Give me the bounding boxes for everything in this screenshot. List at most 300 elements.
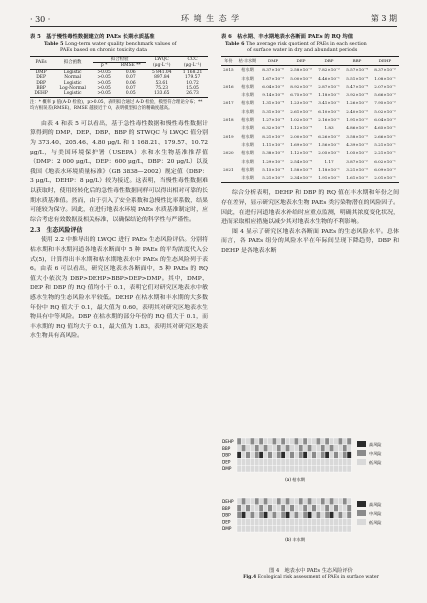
heatmap-cell xyxy=(237,438,241,445)
heatmap-cell xyxy=(316,512,320,519)
heatmap-cell xyxy=(255,525,259,532)
t6-cell: 6.09×10⁻² xyxy=(374,166,396,172)
heatmap-cell xyxy=(312,452,316,459)
heatmap-cell xyxy=(259,465,263,472)
t5-cell: >0.05 xyxy=(97,86,111,92)
heatmap-cell xyxy=(303,452,307,459)
heatmap-cell xyxy=(263,452,267,459)
legend-label: 高风险 xyxy=(369,502,382,507)
heatmap-row-label: DEHP xyxy=(222,499,234,504)
t5-cell: Logistic xyxy=(63,69,82,75)
body-paragraph: 综合分析表明，DEHP 和 DBP 的 RQ 值在丰水期和年份之间存在差异，显示研究区地表水生物 PAEs 类污染物潜在的风险因子。因此，在进行河道地表水补给时应重点监测，明确其浓度变化状况，进而采取相应措施以减少其对地表水生物的不利影响。 xyxy=(221,190,399,226)
heatmap-cell xyxy=(343,512,347,519)
t6-cell: 5.51×10⁻⁴ xyxy=(346,75,368,81)
heatmap-cell xyxy=(259,452,263,459)
t6-cell xyxy=(221,158,236,166)
heatmap-cell xyxy=(312,445,316,452)
heatmap-cell xyxy=(303,518,307,525)
heatmap-cell xyxy=(272,525,276,532)
t6-cell xyxy=(221,124,236,132)
t6-cell: 2020 xyxy=(223,150,234,156)
table-row xyxy=(221,141,399,149)
heatmap-cell xyxy=(316,498,320,505)
heatmap-row-label: DEP xyxy=(222,459,231,465)
heatmap-cell xyxy=(237,458,241,465)
heatmap-cell xyxy=(255,498,259,505)
heatmap-cell xyxy=(321,458,325,465)
heatmap-cell xyxy=(246,465,250,472)
heatmap-cell xyxy=(246,512,250,519)
heatmap-cell xyxy=(312,512,316,519)
t6-cell: 5.57×10⁻⁴ xyxy=(346,67,368,73)
heatmap-cell xyxy=(268,512,272,519)
heatmap-row-label: DBP xyxy=(222,452,231,458)
t6-cell: 3.92×10⁻⁴ xyxy=(346,92,368,98)
t6-cell: 3.21×10⁻³ xyxy=(346,166,368,172)
heatmap-cell xyxy=(325,445,329,452)
heatmap-cell xyxy=(303,498,307,505)
heatmap-cell xyxy=(316,465,320,472)
running-header xyxy=(30,10,397,24)
left-column xyxy=(30,34,208,342)
heatmap-cell xyxy=(321,525,325,532)
t6-cell: 枯水期 xyxy=(241,83,254,89)
t6-cell: 丰水期 xyxy=(241,175,254,181)
t5-cell: 53.61 xyxy=(155,80,169,86)
t6-cell: 2018 xyxy=(223,117,234,123)
t6-cell: 1.27×10⁻⁴ xyxy=(262,117,284,123)
body-paragraph: 图 4 显示了研究区地表水各断面 PAEs 的生态风险水平。总体而言，各 PAEs 组分的风险水平在年际间呈现下降趋势，DBP 和 DEHP 是各地表水断 xyxy=(221,228,399,255)
heatmap-cell xyxy=(316,445,320,452)
t6-cell: 5.38×10⁻⁵ xyxy=(262,150,284,156)
t5-cell: 5 841.04 xyxy=(151,69,172,75)
t6-cell: 丰水期 xyxy=(241,92,254,98)
t6-cell: 1.91×10⁻² xyxy=(346,117,368,123)
heatmap-cell xyxy=(329,458,333,465)
heatmap-cell xyxy=(250,498,254,505)
t5-head-lwqc-unit: (μg·L⁻¹) xyxy=(153,63,171,69)
heatmap-cell xyxy=(338,465,342,472)
heatmap-cell xyxy=(325,458,329,465)
heatmap-cell xyxy=(329,525,333,532)
heatmap-cell xyxy=(334,505,338,512)
table-row xyxy=(221,108,399,116)
t6-cell: 枯水期 xyxy=(241,100,254,106)
heatmap-row-label: DBP xyxy=(222,512,231,518)
table5-title-en-2: PAEs based on chronic toxicity data xyxy=(60,48,148,53)
table-row xyxy=(221,116,399,124)
t6-cell: 5.15×10⁻⁴ xyxy=(262,166,284,172)
table-row xyxy=(221,166,399,174)
table-row xyxy=(221,83,399,91)
heatmap-cell xyxy=(329,438,333,445)
heatmap-cell xyxy=(250,458,254,465)
heatmap-row-label: DEHP xyxy=(222,439,234,444)
heatmap-cell xyxy=(321,465,325,472)
heatmap-cell xyxy=(277,452,281,459)
t6-cell xyxy=(221,91,236,99)
heatmap-cell xyxy=(290,445,294,452)
t6-cell: 5.31×10⁻⁵ xyxy=(262,108,284,114)
t6-head-dep: DEP xyxy=(296,58,306,63)
heatmap-row-label: DMP xyxy=(222,526,232,532)
t5-cell: 0.05 xyxy=(125,91,136,97)
t6-cell: 2.05×10⁻¹ xyxy=(318,150,340,156)
t5-cell: DEP xyxy=(36,75,46,81)
heatmap-cell xyxy=(285,512,289,519)
table5 xyxy=(30,56,208,98)
heatmap-cell xyxy=(263,458,267,465)
t6-cell: 8.21×10⁻⁵ xyxy=(262,133,284,139)
heatmap-cell xyxy=(307,518,311,525)
t6-cell: 8.37×10⁻² xyxy=(374,67,396,73)
t6-head-year: 年份 xyxy=(224,58,233,63)
heatmap-cell xyxy=(347,525,351,532)
t6-cell: 3.87×10⁻² xyxy=(346,158,368,164)
heatmap-cell xyxy=(272,518,276,525)
heatmap-row-label: BBP xyxy=(222,445,231,451)
legend-label: 低风险 xyxy=(369,520,382,525)
heatmap-cell xyxy=(285,518,289,525)
heatmap-cell xyxy=(250,452,254,459)
table5-label-en: Table 5 xyxy=(44,41,64,47)
heatmap-cell xyxy=(347,438,351,445)
heatmap-cell xyxy=(237,525,241,532)
t6-cell: 枯水期 xyxy=(241,67,254,73)
heatmap-cell xyxy=(294,525,298,532)
heatmap-cell xyxy=(246,525,250,532)
t6-cell: 1.91×10⁻¹ xyxy=(318,175,340,181)
heatmap-cell xyxy=(259,512,263,519)
t6-cell: 2015 xyxy=(223,67,234,73)
t5-body xyxy=(30,69,208,97)
heatmap-cell xyxy=(299,438,303,445)
heatmap-cell xyxy=(294,505,298,512)
heatmap-cell xyxy=(277,512,281,519)
heatmap-cell xyxy=(250,438,254,445)
heatmap-cell xyxy=(321,452,325,459)
heatmap-cell xyxy=(347,505,351,512)
heatmap-cell xyxy=(294,518,298,525)
heatmap-cell xyxy=(272,465,276,472)
t6-cell: 1.02×10⁻⁴ xyxy=(290,117,312,123)
figure-4 xyxy=(221,436,401,581)
t6-cell: 8.37×10⁻⁶ xyxy=(262,67,284,73)
t6-cell: 丰水期 xyxy=(241,75,254,81)
heatmap-cell xyxy=(272,505,276,512)
heatmap-cell xyxy=(255,458,259,465)
header-rule xyxy=(30,26,397,27)
heatmap-cell xyxy=(290,512,294,519)
heatmap-cell xyxy=(290,498,294,505)
heatmap-cell xyxy=(303,438,307,445)
t5-cell: 0.07 xyxy=(125,75,136,81)
heatmap-cell xyxy=(281,452,285,459)
heatmap-cell xyxy=(312,458,316,465)
heatmap-cell xyxy=(250,512,254,519)
t5-head-paes: PAEs xyxy=(35,60,47,66)
heatmap-cell xyxy=(268,525,272,532)
heatmap-cell xyxy=(334,458,338,465)
t5-cell: >0.05 xyxy=(97,69,111,75)
heatmap-cell xyxy=(299,445,303,452)
heatmap-cell xyxy=(325,465,329,472)
heatmap-cell xyxy=(316,518,320,525)
t6-cell: 8.92×10⁻⁵ xyxy=(290,83,312,89)
heatmap-cell xyxy=(237,505,241,512)
heatmap-cell xyxy=(338,458,342,465)
heatmap-cell xyxy=(246,498,250,505)
legend-swatch xyxy=(357,501,366,507)
heatmap-cell xyxy=(303,505,307,512)
t6-cell: 2016 xyxy=(223,83,234,89)
heatmap-cell xyxy=(255,445,259,452)
right-column xyxy=(221,34,399,257)
heatmap-cell xyxy=(294,512,298,519)
heatmap-cell xyxy=(299,458,303,465)
heatmap-cell xyxy=(290,452,294,459)
t6-cell: 2017 xyxy=(223,100,234,106)
heatmap-cell xyxy=(294,465,298,472)
heatmap-cell xyxy=(268,498,272,505)
heatmap-cell xyxy=(281,505,285,512)
issue-number: 第 3 期 xyxy=(370,14,397,23)
section-heading: 2.3 生态风险评估 xyxy=(30,227,83,235)
t6-cell: 枯水期 xyxy=(241,150,254,156)
heatmap-cell xyxy=(268,458,272,465)
heatmap-cell xyxy=(329,465,333,472)
heatmap-cell xyxy=(338,452,342,459)
heatmap-cell xyxy=(246,445,250,452)
t6-cell: 4.86×10⁻² xyxy=(346,125,368,131)
heatmap-cell xyxy=(307,438,311,445)
heatmap-cell xyxy=(255,512,259,519)
heatmap-cell xyxy=(307,465,311,472)
t6-head-dbp: DBP xyxy=(324,58,334,63)
t5-head-ccc: CCC xyxy=(187,57,198,63)
heatmap-cell xyxy=(299,452,303,459)
t6-cell: 4.39×10⁻³ xyxy=(346,141,368,147)
heatmap-cell xyxy=(281,518,285,525)
table6-title-cn: 表 6 枯水期、丰水期地表水各断面 PAEs 的 RQ 均值 xyxy=(221,34,353,40)
t6-cell: 6.75×10⁻⁶ xyxy=(290,92,312,98)
heatmap-cell xyxy=(263,518,267,525)
heatmap-cell xyxy=(329,518,333,525)
t6-cell: 6.26×10⁻² xyxy=(318,133,340,139)
t6-cell: 4.65×10⁻¹ xyxy=(374,125,396,131)
heatmap-cell xyxy=(294,452,298,459)
heatmap-cell xyxy=(325,498,329,505)
t6-cell: 1.58×10⁻⁴ xyxy=(290,166,312,172)
legend-label: 中风险 xyxy=(369,451,382,456)
figure-caption-en xyxy=(221,575,401,581)
table5-note: 注：* 概率 p 值(A-D 检验)，p>0.05，表明拟合通过 A-D 检验，模型符合理论分布；** 均方根误差(RMSE)，RMSE 越接近于 0，表明模型拟合的精确度越高。 xyxy=(30,99,203,111)
t5-cell: DEHP xyxy=(34,91,48,97)
figure-caption-en-label: Fig.4 xyxy=(243,575,257,580)
heatmap-cell xyxy=(246,518,250,525)
heatmap-cell xyxy=(299,465,303,472)
t6-cell: 1.83 xyxy=(324,125,334,131)
heatmap-cell xyxy=(281,512,285,519)
t6-cell xyxy=(221,174,236,183)
t5-cell: 0.07 xyxy=(125,86,136,92)
heatmap-cell xyxy=(246,458,250,465)
heatmap-cell xyxy=(290,518,294,525)
heatmap-cell xyxy=(321,512,325,519)
heatmap-cell xyxy=(259,518,263,525)
heatmap-cell xyxy=(325,452,329,459)
heatmap-cell xyxy=(347,465,351,472)
t5-head-test: 拟合检验 xyxy=(93,57,146,63)
table-row xyxy=(221,66,399,75)
heatmap-cell xyxy=(325,438,329,445)
heatmap-cell xyxy=(263,465,267,472)
t6-cell: 2.61×10⁻⁵ xyxy=(290,108,312,114)
t5-cell: >0.05 xyxy=(97,75,111,81)
heatmap-cell xyxy=(299,505,303,512)
t6-cell xyxy=(221,141,236,149)
heatmap-cell xyxy=(312,498,316,505)
heatmap-cell xyxy=(263,525,267,532)
heatmap-cell xyxy=(312,438,316,445)
heatmap-cell xyxy=(250,445,254,452)
t6-cell: 6.10×10⁻¹ xyxy=(318,108,340,114)
legend-swatch xyxy=(357,441,366,447)
t6-cell: 2.87×10⁻¹ xyxy=(318,83,340,89)
heatmap-cell xyxy=(334,438,338,445)
t6-cell: 2.40×10⁻³ xyxy=(346,108,368,114)
heatmap-cell xyxy=(250,525,254,532)
table-row xyxy=(221,99,399,107)
heatmap-cell xyxy=(303,525,307,532)
t6-cell: 1.11×10⁻⁵ xyxy=(262,141,284,147)
heatmap-cell xyxy=(329,452,333,459)
heatmap-cell xyxy=(321,498,325,505)
table-row xyxy=(221,133,399,141)
table-row xyxy=(221,158,399,166)
heatmap-cell xyxy=(307,525,311,532)
heatmap-cell xyxy=(237,498,241,505)
heatmap-cell xyxy=(347,512,351,519)
heatmap-cell xyxy=(290,505,294,512)
t6-cell: 1.23×10⁻⁴ xyxy=(290,100,312,106)
heatmap-cell xyxy=(312,518,316,525)
heatmap-cell xyxy=(343,518,347,525)
heatmap-cell xyxy=(338,498,342,505)
heatmap-cell xyxy=(272,498,276,505)
heatmap-cell xyxy=(259,505,263,512)
t6-body xyxy=(221,66,399,183)
heatmap-cell xyxy=(303,465,307,472)
heatmap-cell xyxy=(321,518,325,525)
heatmap-cell xyxy=(277,458,281,465)
heatmap-cell xyxy=(316,458,320,465)
heatmap-cell xyxy=(259,445,263,452)
heatmap-cell xyxy=(259,438,263,445)
t6-cell: 3.58×10⁻³ xyxy=(346,133,368,139)
heatmap-cell xyxy=(268,518,272,525)
heatmap-cell xyxy=(255,465,259,472)
heatmap-cell xyxy=(338,525,342,532)
t6-cell: 1.08×10⁻¹ xyxy=(374,75,396,81)
t6-cell: 丰水期 xyxy=(241,141,254,147)
heatmap-cell xyxy=(343,445,347,452)
t6-cell: 1.12×10⁻⁴ xyxy=(290,125,312,131)
t6-cell: 5.47×10⁻⁴ xyxy=(346,83,368,89)
t6-cell: 1.26×10⁻² xyxy=(346,100,368,106)
heatmap-cell xyxy=(303,445,307,452)
t6-cell xyxy=(221,108,236,116)
heatmap-cell xyxy=(281,525,285,532)
t6-cell: 2.21×10⁻¹ xyxy=(374,150,396,156)
table-row xyxy=(221,91,399,99)
heatmap-cell xyxy=(294,498,298,505)
heatmap-cell xyxy=(334,498,338,505)
heatmap-cell xyxy=(334,452,338,459)
heatmap-cell xyxy=(272,438,276,445)
t5-cell: >0.05 xyxy=(97,80,111,86)
figure-caption-cn: 图 4 地表水中 PAEs 生态风险评价 xyxy=(269,568,353,574)
heatmap-cell xyxy=(281,445,285,452)
table6-title-en-1: The average risk quotient of PAEs in each section xyxy=(246,42,367,47)
heatmap-cell xyxy=(268,465,272,472)
table-row xyxy=(30,91,208,97)
heatmap-cell xyxy=(329,505,333,512)
t6-cell: 5.02×10⁻² xyxy=(374,108,396,114)
heatmap-cell xyxy=(277,525,281,532)
heatmap-cell xyxy=(259,525,263,532)
heatmap-cell xyxy=(237,452,241,459)
body-paragraph: 由表 4 和表 5 可以看出，基于急性毒性数据和慢性毒性数据计算得到的 DMP、DEP、DBP、BBP 的 STWQC 与 LWQC 值分别为 373.40、205.46、4.80 μg/L 和 1 168.21、179.57、10.72 μg/L，与美国环境保护署（USEPA）水和水生物基准推荐值（DMP：2 000 μg/L，DEP：600 μg/L，DBP：20 μg/L）以及我国《地表水环境质量标准》（GB 3838—2002）规定值（DBP：3 μg/L，DEHP：8 μg/L）较为接近。这表明，当慢性毒性数据难以获取时，使用经转化后的急性毒性数据同样可以得出相对可靠的长期水质基准值。然而，由于引入了安全系数和急慢性比率系数，结果可能较为保守。因此，在进行地表水环境 PAEs 水质基准制定时，应综合考虑有效数据及相关标准，以确保结论的科学性与严谨性。 xyxy=(30,120,208,223)
t5-cell: Logistic xyxy=(63,80,82,86)
heatmap-cell xyxy=(285,458,289,465)
heatmap-cell xyxy=(281,465,285,472)
heatmap-cell xyxy=(241,518,245,525)
heatmap-cell xyxy=(294,458,298,465)
heatmap-cell xyxy=(272,452,276,459)
heatmap-cell xyxy=(303,458,307,465)
heatmap-cell xyxy=(263,498,267,505)
heatmap-cell xyxy=(316,505,320,512)
t6-cell: 2.34×10⁻⁵ xyxy=(290,175,312,181)
heatmap-cell xyxy=(241,465,245,472)
legend-swatch xyxy=(357,459,366,465)
t6-cell: 5.66×10⁻² xyxy=(374,92,396,98)
heatmap-cell xyxy=(241,445,245,452)
t6-head-dehp: DEHP xyxy=(378,58,392,63)
heatmap-cell xyxy=(277,505,281,512)
heatmap-cell xyxy=(246,505,250,512)
heatmap-cell xyxy=(347,498,351,505)
table-row xyxy=(221,124,399,132)
heatmap-cell xyxy=(277,465,281,472)
risk-heatmap-figure xyxy=(221,436,401,564)
heatmap-cell xyxy=(290,525,294,532)
heatmap-cell xyxy=(277,445,281,452)
heatmap-cell xyxy=(281,438,285,445)
t6-cell: 1.05×10⁻² xyxy=(346,150,368,156)
legend-swatch xyxy=(357,510,366,516)
t5-cell: 10.72 xyxy=(186,80,199,86)
t5-head-rmse: RMSE ** xyxy=(120,63,141,69)
t6-cell: 2.01×10⁻¹ xyxy=(374,175,396,181)
t6-cell: 1.18×10⁻¹ xyxy=(318,92,340,98)
heatmap-cell xyxy=(321,505,325,512)
heatmap-cell xyxy=(299,518,303,525)
t5-cell: Normal xyxy=(64,75,82,81)
t6-head-period: 枯·丰水期 xyxy=(238,58,257,63)
table-row xyxy=(221,174,399,183)
